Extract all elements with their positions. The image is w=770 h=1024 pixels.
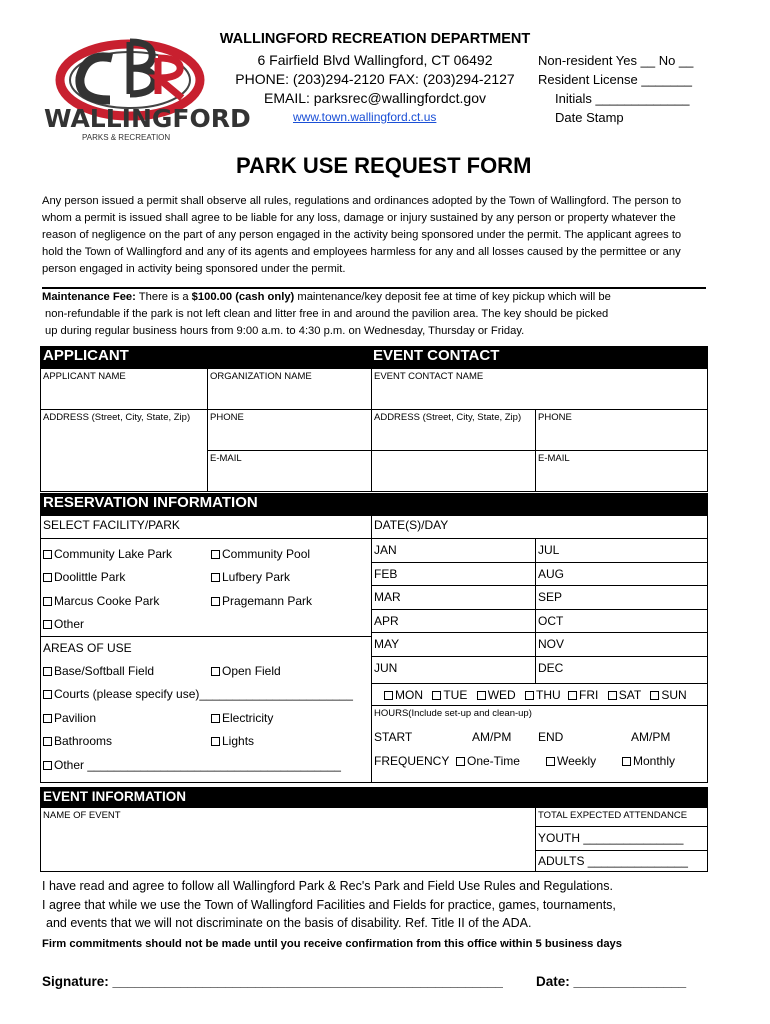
checkbox-icon[interactable] [546, 757, 555, 766]
checkbox-icon[interactable] [622, 757, 631, 766]
agreement-line: and events that we will not discriminate on the basis of disability. Ref. Title II of the ADA. [46, 916, 532, 930]
checkbox-icon[interactable] [384, 691, 393, 700]
day-label: SUN [661, 688, 687, 702]
day-fri[interactable] [568, 688, 598, 702]
month-jan[interactable]: JAN [374, 543, 397, 557]
checkbox-icon[interactable] [608, 691, 617, 700]
event-info-heading: EVENT INFORMATION [43, 789, 186, 804]
area-softball[interactable] [43, 664, 154, 678]
applicant-header [40, 346, 708, 368]
areas-of-use-label: AREAS OF USE [43, 641, 132, 655]
area-other[interactable] [43, 758, 341, 772]
park-doolittle[interactable] [43, 570, 125, 584]
area-label: Electricity [222, 711, 274, 725]
month-feb[interactable]: FEB [374, 567, 398, 581]
applicant-email-field[interactable]: E-MAIL [210, 453, 242, 464]
row-divider [535, 850, 708, 851]
logo-sub: PARKS & RECREATION [82, 133, 171, 142]
row-divider [371, 562, 708, 563]
checkbox-icon[interactable] [43, 597, 52, 606]
day-label: THU [536, 688, 561, 702]
col-divider [371, 368, 372, 492]
address: 6 Fairfield Blvd Wallingford, CT 06492 [257, 52, 493, 68]
freq-label: Monthly [633, 754, 676, 768]
reservation-heading: RESERVATION INFORMATION [43, 494, 258, 511]
month-jun[interactable]: JUN [374, 661, 398, 675]
area-label: Courts (please specify use)_______________________ [54, 687, 353, 701]
area-electricity[interactable] [211, 711, 273, 725]
row-divider [371, 683, 708, 684]
fee-text: non-refundable if the park is not left clean and litter free in and around the pavilion area. The key should be picked [45, 308, 609, 320]
day-label: MON [395, 688, 423, 702]
total-attendance-label: TOTAL EXPECTED ATTENDANCE [538, 810, 688, 821]
event-info-header [40, 787, 708, 807]
checkbox-icon[interactable] [568, 691, 577, 700]
park-pragemann[interactable] [211, 594, 312, 608]
freq-monthly[interactable] [622, 754, 675, 768]
area-label: Lights [222, 734, 255, 748]
start-ampm[interactable]: AM/PM [472, 730, 512, 744]
row-divider [371, 609, 708, 610]
col-divider [535, 538, 536, 683]
reservation-header [40, 493, 708, 515]
select-facility-label: SELECT FACILITY/PARK [43, 518, 180, 532]
park-label: Community Lake Park [54, 547, 173, 561]
maintenance-fee [42, 289, 708, 340]
organization-name-field[interactable]: ORGANIZATION NAME [210, 371, 312, 382]
day-sat[interactable] [608, 688, 641, 702]
checkbox-icon[interactable] [211, 573, 220, 582]
checkbox-icon[interactable] [456, 757, 465, 766]
contact-email-field[interactable]: E-MAIL [538, 453, 570, 464]
checkbox-icon[interactable] [211, 667, 220, 676]
checkbox-icon[interactable] [43, 573, 52, 582]
contact-phone-field[interactable]: PHONE [538, 412, 572, 423]
day-label: WED [487, 688, 516, 702]
row-divider [207, 450, 708, 451]
col-divider [535, 807, 536, 872]
park-label: Marcus Cooke Park [54, 594, 160, 608]
days-row [384, 688, 704, 702]
checkbox-icon[interactable] [43, 620, 52, 629]
day-label: SAT [618, 688, 641, 702]
day-mon[interactable] [384, 688, 423, 702]
park-label: Lufbery Park [222, 570, 291, 584]
end-field[interactable]: END [538, 730, 564, 744]
day-wed[interactable] [477, 688, 516, 702]
phone-fax: PHONE: (203)294-2120 FAX: (203)294-2127 [235, 71, 515, 87]
agreement-text [42, 877, 722, 933]
row-divider [371, 585, 708, 586]
contact-address-field[interactable]: ADDRESS (Street, City, State, Zip) [374, 412, 522, 423]
row-divider [40, 409, 708, 410]
row-divider [535, 826, 708, 827]
month-dec[interactable]: DEC [538, 661, 564, 675]
col-divider [207, 368, 208, 492]
applicant-table [40, 368, 708, 492]
resident-license-field[interactable]: Resident License _______ [538, 72, 692, 87]
website-link[interactable]: www.town.wallingford.ct.us [293, 110, 437, 124]
park-label: Pragemann Park [222, 594, 313, 608]
checkbox-icon[interactable] [211, 714, 220, 723]
park-community-lake[interactable] [43, 547, 172, 561]
checkbox-icon[interactable] [43, 714, 52, 723]
row-divider [371, 632, 708, 633]
event-name-field[interactable]: NAME OF EVENT [43, 810, 121, 821]
fee-label: Maintenance Fee: [42, 291, 136, 303]
email: EMAIL: parksrec@wallingfordct.gov [264, 90, 486, 106]
month-aug[interactable]: AUG [538, 567, 565, 581]
initials-field[interactable]: Initials _____________ [555, 91, 690, 106]
row-divider [371, 705, 708, 706]
checkbox-icon[interactable] [43, 667, 52, 676]
month-oct[interactable]: OCT [538, 614, 564, 628]
col-divider [535, 409, 536, 492]
checkbox-icon[interactable] [43, 761, 52, 770]
dept-name: WALLINGFORD RECREATION DEPARTMENT [219, 31, 531, 47]
checkbox-icon[interactable] [211, 597, 220, 606]
checkbox-icon[interactable] [43, 737, 52, 746]
month-sep[interactable]: SEP [538, 590, 563, 604]
checkbox-icon[interactable] [650, 691, 659, 700]
checkbox-icon[interactable] [525, 691, 534, 700]
checkbox-icon[interactable] [211, 737, 220, 746]
logo-name: WALLINGFORD [44, 104, 251, 133]
area-open-field[interactable] [211, 664, 281, 678]
event-contact-name-field[interactable]: EVENT CONTACT NAME [374, 371, 484, 382]
intro-paragraph: Any person issued a permit shall observe all rules, regulations and ordinances adopted by the Town of Wallingford. The person to whom a permit is issued shall agree to be liable for any loss, damage or injury sustained by any person or property whatever the reason of negligence on the part of any person engaged in the activity being sponsored under the permit. The applicant agrees to hold the Town of Wallingford and any of its agents and employees harmless for any and all losses caused by the permittee or any person engaged in activity being sponsored under the permit. [42, 195, 682, 275]
agreement-line: I agree that while we use the Town of Wallingford Facilities and Fields for practice, games, tournaments, [42, 897, 616, 912]
park-lufbery[interactable] [211, 570, 290, 584]
area-bathrooms[interactable] [43, 734, 112, 748]
nonresident-field[interactable]: Non-resident Yes __ No __ [538, 53, 694, 68]
month-apr[interactable]: APR [374, 614, 399, 628]
park-community-pool[interactable] [211, 547, 310, 561]
month-jul[interactable]: JUL [538, 543, 560, 557]
applicant-address-field[interactable]: ADDRESS (Street, City, State, Zip) [43, 412, 191, 423]
fee-amount: $100.00 (cash only) [191, 291, 295, 303]
park-label: Community Pool [222, 547, 311, 561]
checkbox-icon[interactable] [211, 550, 220, 559]
area-label: Base/Softball Field [54, 664, 155, 678]
form-title: PARK USE REQUEST FORM [236, 153, 532, 178]
month-mar[interactable]: MAR [374, 590, 401, 604]
day-label: FRI [579, 688, 599, 702]
fee-text: There is a [135, 291, 192, 303]
applicant-heading: APPLICANT [43, 347, 129, 364]
checkbox-icon[interactable] [43, 550, 52, 559]
event-contact-heading: EVENT CONTACT [373, 347, 500, 364]
day-thu[interactable] [525, 688, 561, 702]
start-field[interactable]: START [374, 730, 413, 744]
hours-label: HOURS(Include set-up and clean-up) [374, 708, 532, 719]
row-divider [371, 656, 708, 657]
row-divider [40, 636, 371, 637]
fee-text: up during regular business hours from 9:00 a.m. to 4:30 p.m. on Wednesday, Thursday or Friday. [45, 325, 525, 337]
freq-weekly[interactable] [546, 754, 596, 768]
area-pavilion[interactable] [43, 711, 96, 725]
area-label: Pavilion [54, 711, 97, 725]
area-label: Other ______________________________________ [54, 758, 341, 772]
park-marcus-cooke[interactable] [43, 594, 159, 608]
row-divider [40, 538, 371, 539]
area-courts[interactable] [43, 687, 353, 701]
park-label: Doolittle Park [54, 570, 126, 584]
date-field[interactable]: Date: _______________ [536, 974, 687, 989]
dates-label: DATE(S)/DAY [374, 518, 449, 532]
freq-one-time[interactable] [456, 754, 520, 768]
frequency-label: FREQUENCY [374, 754, 450, 768]
area-label: Bathrooms [54, 734, 113, 748]
signature-field[interactable]: Signature: ____________________________________________________ [42, 974, 503, 989]
adults-field[interactable]: ADULTS _______________ [538, 854, 688, 868]
month-nov[interactable]: NOV [538, 637, 565, 651]
checkbox-icon[interactable] [432, 691, 441, 700]
agreement-line: I have read and agree to follow all Wallingford Park & Rec's Park and Field Use Rules and Regulations. [42, 879, 613, 893]
firm-notice: Firm commitments should not be made until you receive confirmation from this office within 5 business days [42, 938, 622, 950]
date-stamp: Date Stamp [555, 110, 624, 125]
freq-label: One-Time [467, 754, 520, 768]
checkbox-icon[interactable] [43, 690, 52, 699]
youth-field[interactable]: YOUTH _______________ [538, 831, 684, 845]
month-may[interactable]: MAY [374, 637, 400, 651]
day-tue[interactable] [432, 688, 467, 702]
checkbox-icon[interactable] [477, 691, 486, 700]
fee-text: maintenance/key deposit fee at time of key pickup which will be [294, 291, 611, 303]
day-sun[interactable] [650, 688, 686, 702]
applicant-name-field[interactable]: APPLICANT NAME [43, 371, 126, 382]
area-lights[interactable] [211, 734, 254, 748]
row-divider [371, 538, 708, 539]
applicant-phone-field[interactable]: PHONE [210, 412, 244, 423]
logo [42, 28, 251, 146]
col-divider [371, 515, 372, 783]
park-other[interactable] [43, 617, 84, 631]
end-ampm[interactable]: AM/PM [631, 730, 671, 744]
freq-label: Weekly [557, 754, 597, 768]
day-label: TUE [443, 688, 468, 702]
park-label: Other [54, 617, 85, 631]
area-label: Open Field [222, 664, 281, 678]
